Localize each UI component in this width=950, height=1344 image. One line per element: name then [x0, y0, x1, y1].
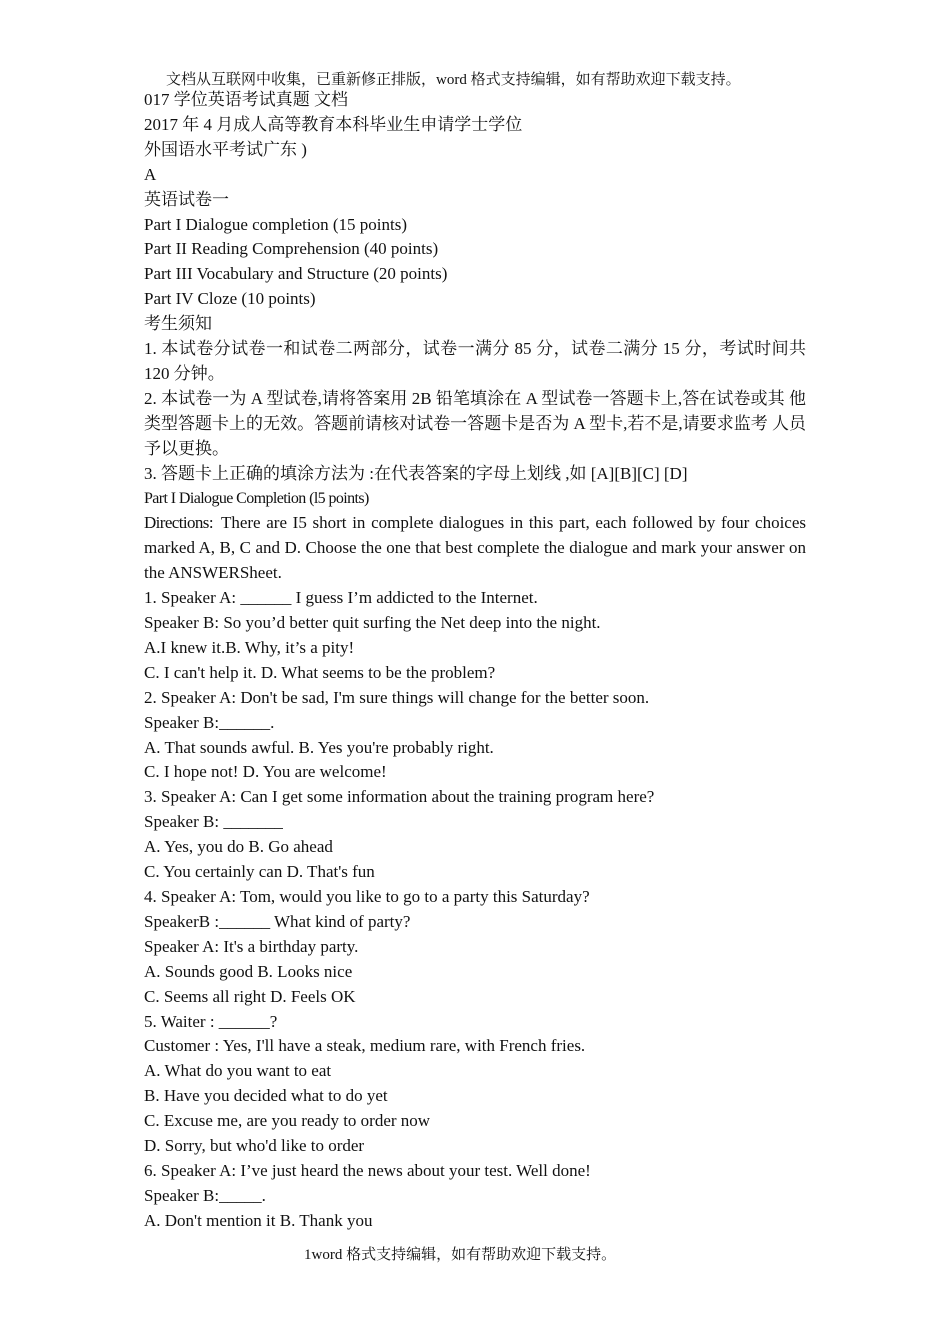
question-line: Speaker A: It's a birthday party. [144, 936, 359, 956]
question-line: C. I hope not! D. You are welcome! [144, 762, 387, 782]
question-line: 5. Waiter : ______? [144, 1011, 278, 1031]
question-line: Customer : Yes, I'll have a steak, medium rare, with French fries. [144, 1036, 586, 1056]
question-line: A. What do you want to eat [144, 1061, 332, 1081]
title-line: 英语试卷一 [144, 189, 229, 209]
title-line: 017 学位英语考试真题 文档 [144, 90, 348, 109]
question-line: 1. Speaker A: ______ I guess I’m addicted to the Internet. [144, 588, 538, 608]
question-line: C. I can't help it. D. What seems to be the problem? [144, 662, 496, 682]
page-footer: 1word 格式支持编辑，如有帮助欢迎下载支持。 [304, 1247, 617, 1263]
question-line: C. Excuse me, are you ready to order now [144, 1111, 431, 1131]
part-item: Part I Dialogue completion (15 points) [144, 214, 407, 234]
section-heading: Part I Dialogue Completion (l5 points) [144, 489, 369, 507]
question-line: Speaker B: _______ [144, 812, 283, 832]
title-line: 2017 年 4 月成人高等教育本科毕业生申请学士学位 [144, 114, 523, 134]
directions-text: There are I5 short in complete dialogues in this part, each followed by four choices marked A, B, C and D. Choose the one that best complete the dialogue and mark your answer on the ANSWERSheet. [144, 513, 806, 583]
question-line: B. Have you decided what to do yet [144, 1086, 388, 1106]
notice-title: 考生须知 [144, 314, 212, 334]
title-line: A [144, 164, 157, 184]
question-line: A. Yes, you do B. Go ahead [144, 837, 333, 857]
part-item: Part III Vocabulary and Structure (20 points) [144, 264, 448, 284]
question-line: 2. Speaker A: Don't be sad, I'm sure things will change for the better soon. [144, 687, 650, 707]
question-line: A. Sounds good B. Looks nice [144, 961, 353, 981]
question-line: 4. Speaker A: Tom, would you like to go to a party this Saturday? [144, 887, 590, 906]
question-line: A. Don't mention it B. Thank you [144, 1210, 373, 1230]
document-body [144, 88, 806, 1234]
question-line: C. Seems all right D. Feels OK [144, 986, 356, 1006]
question-line: 6. Speaker A: I’ve just heard the news about your test. Well done! [144, 1160, 591, 1180]
directions-label: Directions: [144, 513, 213, 533]
question-line: Speaker B: So you’d better quit surfing the Net deep into the night. [144, 613, 601, 633]
question-line: SpeakerB :______ What kind of party? [144, 911, 411, 931]
part-item: Part II Reading Comprehension (40 points) [144, 239, 439, 259]
notice-item: 1. 本试卷分试卷一和试卷二两部分，试卷一满分 85 分，试卷二满分 15 分，考试时间共 120 分钟。 [144, 339, 806, 383]
notice-item: 2. 本试卷一为 A 型试卷,请将答案用 2B 铅笔填涂在 A 型试卷一答题卡上,答在试卷或其 他类型答题卡上的无效。答题前请核对试卷一答题卡是否为 A 型卡,若不是,请要求监考 人员予以更换。 [144, 388, 806, 458]
question-line: Speaker B:_____. [144, 1185, 266, 1205]
question-line: 3. Speaker A: Can I get some information about the training program here? [144, 787, 655, 807]
question-line: Speaker B:______. [144, 712, 275, 732]
question-line: D. Sorry, but who'd like to order [144, 1136, 365, 1156]
question-line: A.I knew it.B. Why, it’s a pity! [144, 637, 355, 657]
question-line: C. You certainly can D. That's fun [144, 862, 375, 882]
notice-item: 3. 答题卡上正确的填涂方法为 :在代表答案的字母上划线 ,如 [A][B][C] [D] [144, 463, 688, 483]
title-line: 外国语水平考试广东 ) [144, 139, 307, 159]
question-line: A. That sounds awful. B. Yes you're probably right. [144, 737, 494, 757]
page-header: 文档从互联网中收集，已重新修正排版，word 格式支持编辑，如有帮助欢迎下载支持。 [166, 72, 741, 88]
part-item: Part IV Cloze (10 points) [144, 289, 316, 309]
directions [144, 511, 806, 586]
